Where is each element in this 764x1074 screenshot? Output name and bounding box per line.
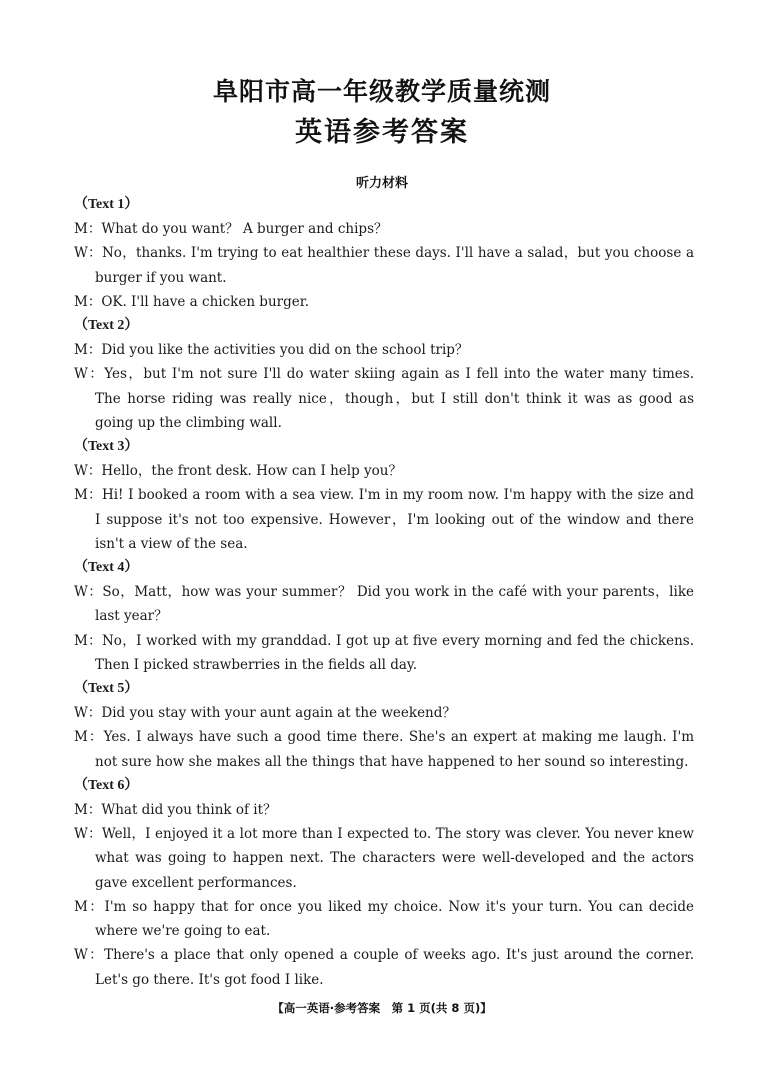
dialogue-line: M：Hi! I booked a room with a sea view. I'm in my room now. I'm happy with the size and I suppose it's not too expensive. However，I'm looking out of the window and there isn't a view of the sea. [74,487,694,552]
text-label: （Text 6） [74,777,139,793]
dialogue-line: M：Yes. I always have such a good time there. She's an expert at making me laugh. I'm not sure how she makes all the things that have happened to her sound so interesting. [74,729,694,770]
dialogue-line: W：Well，I enjoyed it a lot more than I expected to. The story was clever. You never knew what was going to happen next. The characters were well-developed and the actors gave excellent performances. [74,826,694,891]
dialogue-line: W：There's a place that only opened a couple of weeks ago. It's just around the corner. Let's go there. It's got food I like. [74,947,694,988]
page-footer: 【高一英语·参考答案 第 1 页(共 8 页)】 [272,1001,492,1015]
dialogue-line: W：So，Matt，how was your summer？ Did you work in the café with your parents，like last year？ [74,584,694,625]
dialogue-line: M：No，I worked with my granddad. I got up at five every morning and fed the chickens. Then I picked strawberries in the fields all day. [74,632,694,673]
dialogue-line: M：What did you think of it？ [74,802,277,819]
dialogue-line: W：No，thanks. I'm trying to eat healthier these days. I'll have a salad，but you choose a burger if you want. [74,245,694,286]
text-label: （Text 2） [74,318,139,334]
text-label: （Text 4） [74,560,139,576]
dialogue-line: M：What do you want？ A burger and chips？ [74,221,388,238]
dialogue-line: M：Did you like the activities you did on the school trip？ [74,342,469,359]
text-label: （Text 1） [74,197,139,212]
dialogue-line: W：Yes，but I'm not sure I'll do water skiing again as I fell into the water many times. The horse riding was really nice，though，but I still don't think it was as good as going up the climbing wall. [74,366,694,431]
text-label: （Text 3） [74,439,139,455]
listening-transcript [74,193,694,992]
section-heading: 听力材料 [355,176,408,191]
document-title: 阜阳市高一年级教学质量统测 [212,77,551,106]
dialogue-line: W：Did you stay with your aunt again at the weekend？ [74,705,456,722]
dialogue-line: M：I'm so happy that for once you liked my choice. Now it's your turn. You can decide where we're going to eat. [74,898,694,940]
text-label: （Text 5） [74,681,139,697]
document-subtitle: 英语参考答案 [295,117,469,148]
dialogue-line: W：Hello，the front desk. How can I help you？ [74,463,402,480]
dialogue-line: M：OK. I'll have a chicken burger. [74,293,309,310]
